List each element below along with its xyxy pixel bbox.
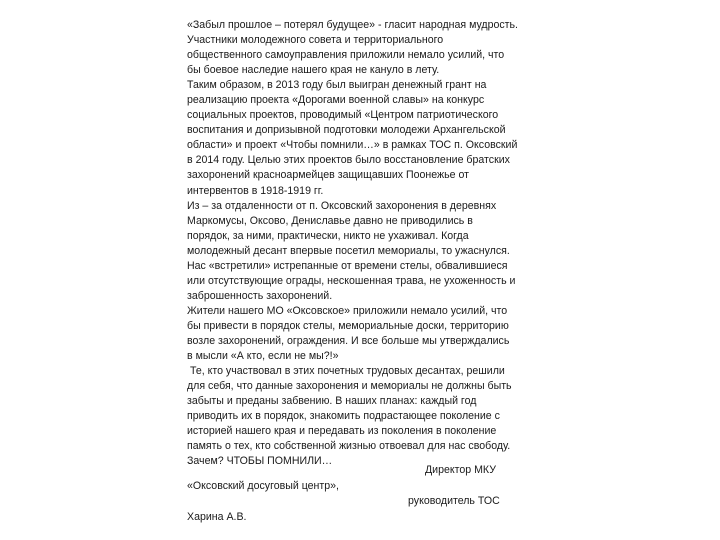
text-line: «Забыл прошлое – потерял будущее» - гласит народная мудрость. (187, 19, 519, 31)
text-line: порядок, за ними, практически, никто не ухаживал. Когда (187, 229, 469, 242)
text-line: Жители нашего МО «Оксовское» приложили немало усилий, что (187, 304, 508, 317)
text-line: бы привести в порядок стелы, мемориальные доски, территорию (187, 319, 509, 332)
text-line: Маркомусы, Оксово, Дениславье давно не приводились в (187, 214, 473, 227)
text-line: воспитания и допризывной подготовки молодежи Архангельской (187, 124, 506, 137)
text-line: захоронений красноармейцев защищавших Поонежье от (187, 169, 469, 182)
text-line: в мысли «А кто, если не мы?!» (187, 350, 339, 363)
text-line: области» и проект «Чтобы помнили…» в рамках ТОС п. Оксовский (187, 139, 518, 152)
text-line: или отсутствующие ограды, нескошенная трава, не ухоженность и (187, 274, 516, 287)
text-line: Нас «встретили» истрепанные от времени стелы, обвалившиеся (187, 259, 508, 272)
text-line: социальных проектов, проводимый «Центром патриотического (187, 109, 499, 122)
text-line: возле захоронений, ограждения. И все больше мы утверждались (187, 334, 510, 347)
text-line: забыты и преданы забвению. В наших планах: каждый год (187, 395, 477, 408)
text-line: приводить их в порядок, знакомить подрастающее поколение с (187, 410, 500, 423)
text-line: реализацию проекта «Дорогами военной славы» на конкурс (187, 94, 485, 107)
text-line: Таким образом, в 2013 году был выигран денежный грант на (187, 79, 487, 92)
signature-organization: «Оксовский досуговый центр», (187, 480, 339, 492)
signature-role: руководитель ТОС (408, 495, 500, 507)
text-line: для себя, что данные захоронения и мемориалы не должны быть (187, 380, 512, 393)
text-line: молодежный десант впервые посетил мемориалы, то ужаснулся. (187, 244, 510, 257)
text-line: Те, кто участвовал в этих почетных трудовых десантах, решили (187, 365, 505, 378)
text-line: общественного самоуправления приложили немало усилий, что (187, 49, 505, 62)
signature-name: Харина А.В. (187, 511, 247, 523)
text-line: историей нашего края и передавать из поколения в поколение (187, 425, 497, 438)
text-line: бы боевое наследие нашего края не кануло в лету. (187, 64, 440, 77)
text-line: Участники молодежного совета и территориального (187, 34, 444, 47)
text-line: в 2014 году. Целью этих проектов было восстановление братских (187, 154, 510, 167)
text-line: Зачем? ЧТОБЫ ПОМНИЛИ… (187, 455, 333, 468)
text-line: заброшенность захоронений. (187, 289, 333, 302)
signature-position: Директор МКУ (425, 464, 496, 476)
text-line: интервентов в 1918-1919 гг. (187, 184, 324, 197)
text-line: Из – за отдаленности от п. Оксовский захоронения в деревнях (187, 199, 497, 212)
body-text (187, 18, 537, 469)
text-line: память о тех, кто собственной жизнью отвоевал для нас свободу. (187, 440, 511, 453)
